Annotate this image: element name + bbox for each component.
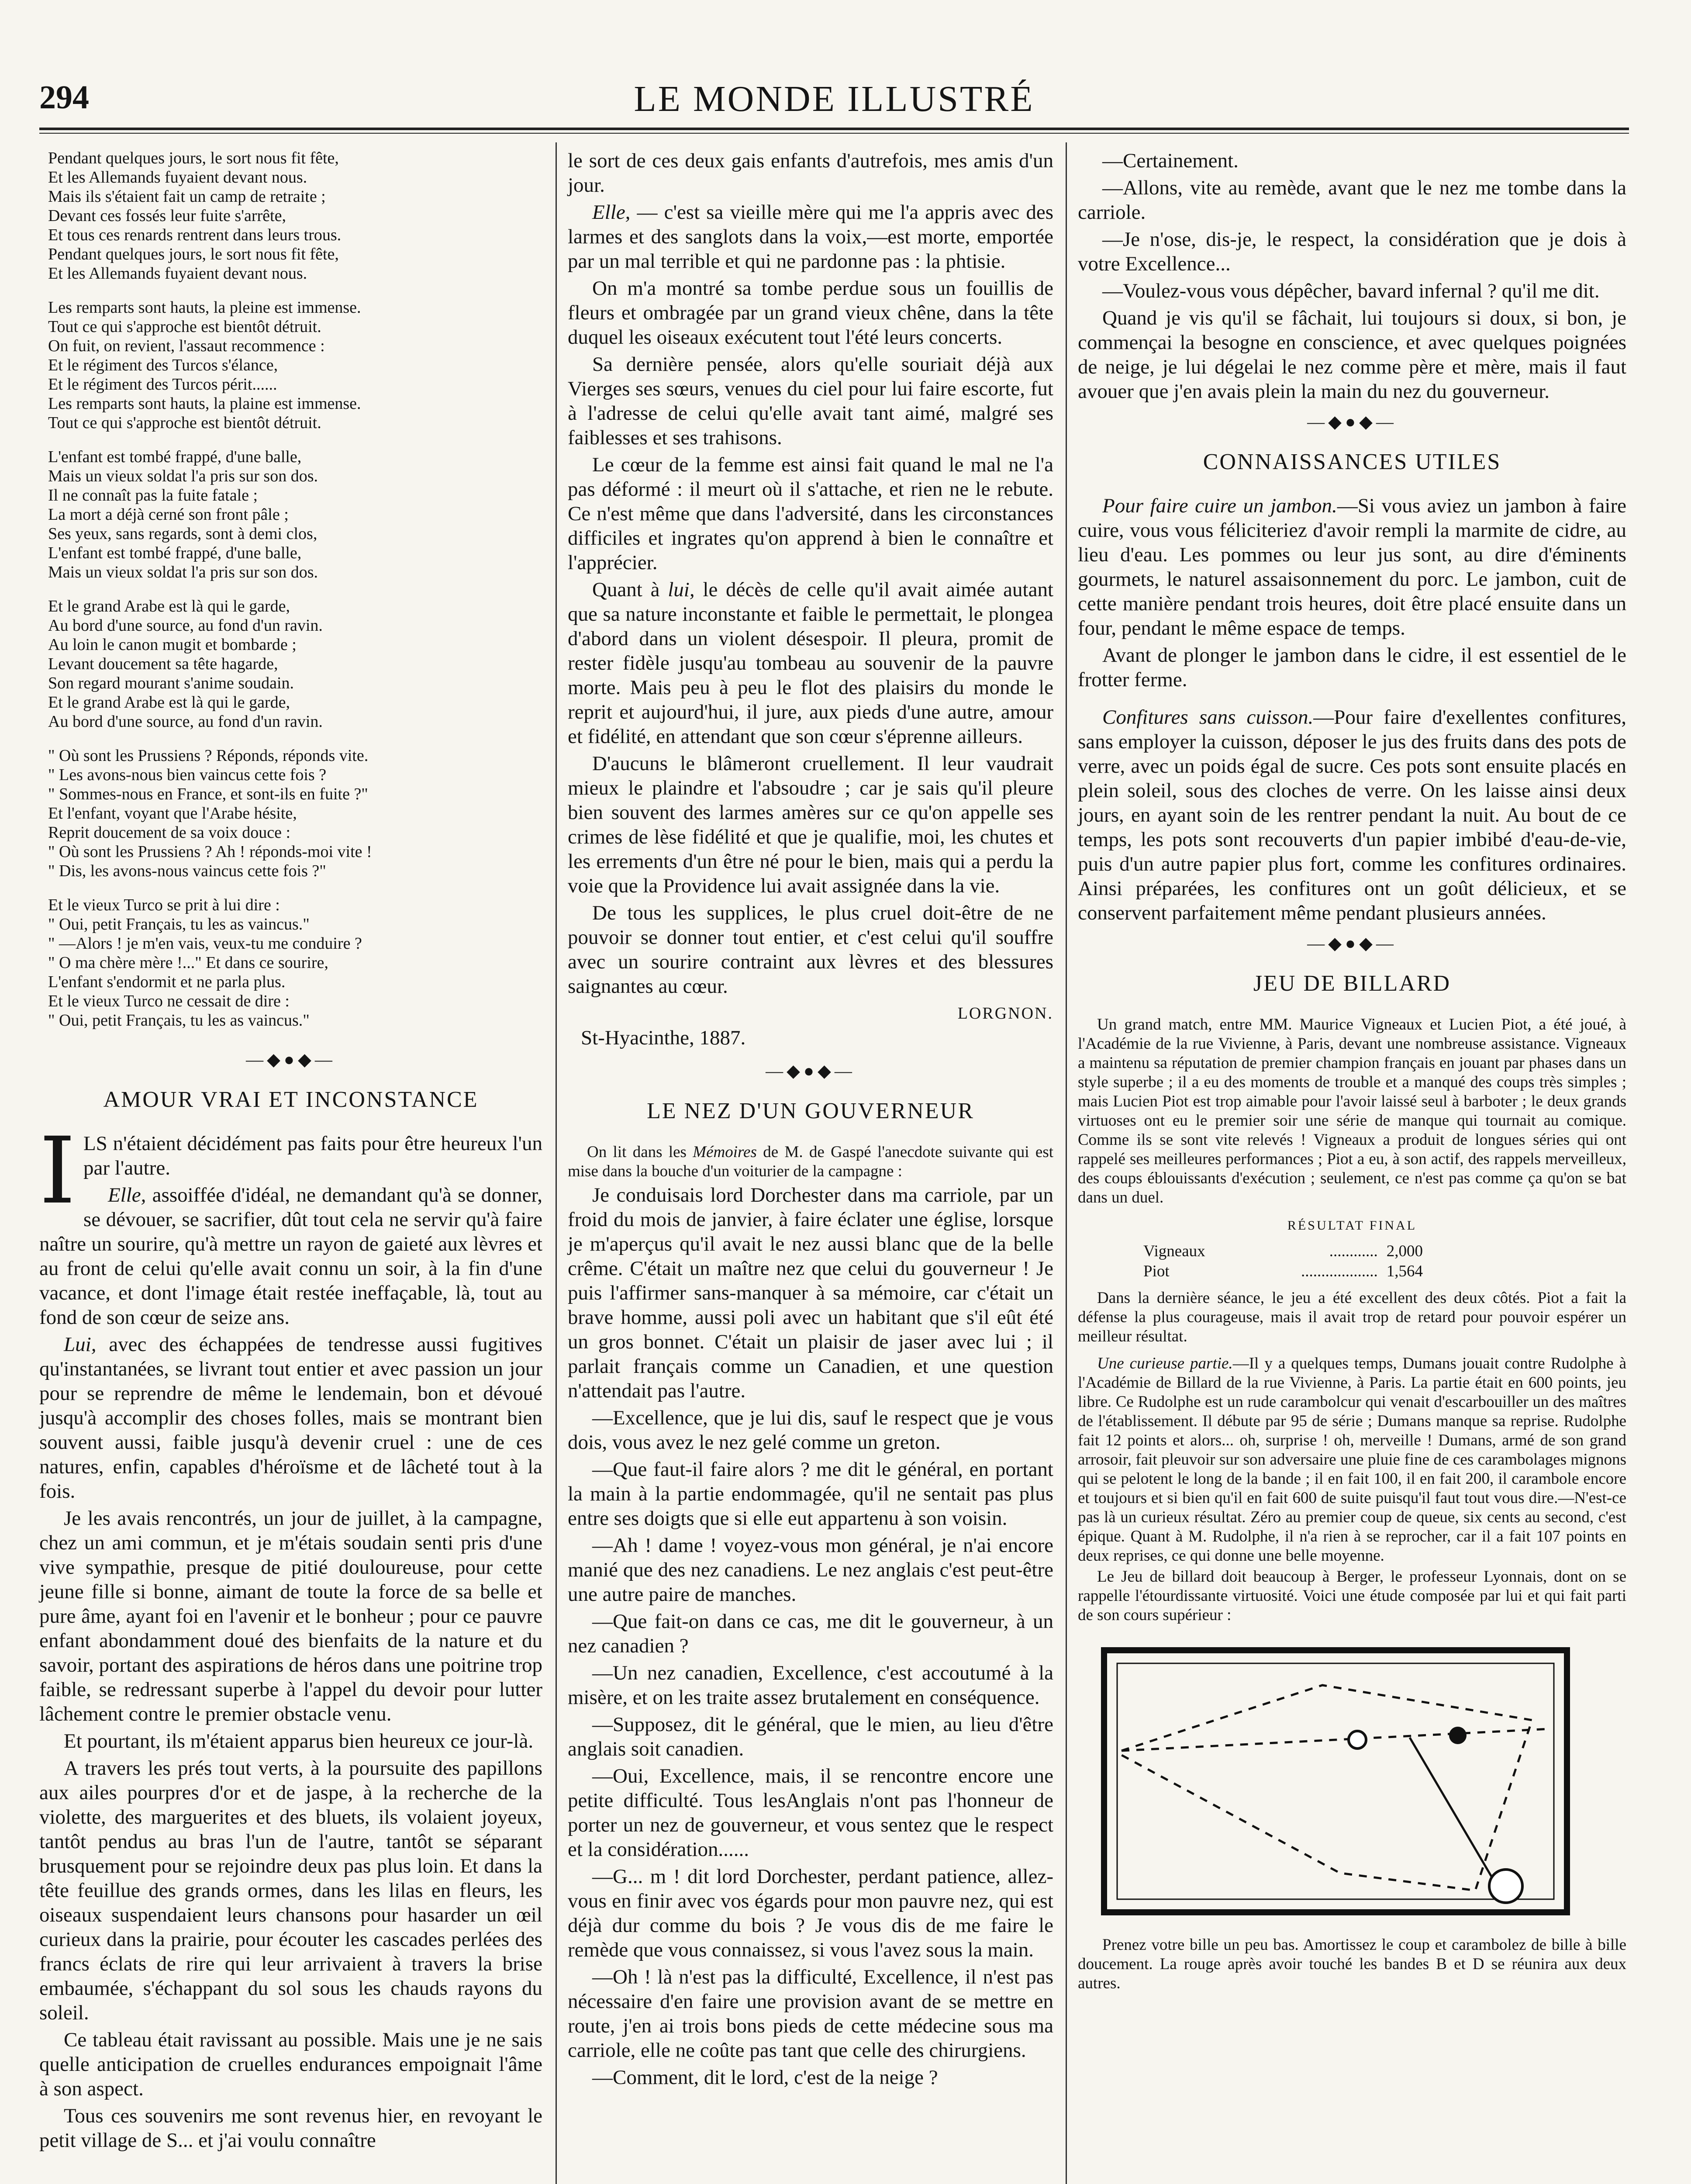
billard-article bbox=[1078, 1015, 1626, 1625]
dateline: St-Hyacinthe, 1887. bbox=[581, 1026, 746, 1049]
column-1 bbox=[39, 149, 542, 2155]
paragraph: Dans la dernière séance, le jeu a été excellent des deux côtés. Piot a fait la défense la plus courageuse, mais il avait trop de retard pour pouvoir espérer un meilleur résultat. bbox=[1078, 1289, 1626, 1345]
paragraph: —Que fait-on dans ce cas, me dit le gouverneur, à un nez canadien ? bbox=[568, 1610, 1053, 1657]
paragraph: Quant à lui, le décès de celle qu'il avait aimée autant que sa nature inconstante et faible le permettait, le plongea d'abord dans un violent désespoir. Il pleura, promit de rester fidèle jusqu'au tombeau au souvenir de la pauvre morte. Mais peu à peu le flot des plaisirs du monde le reprit et aujourd'hui, il jure, aux pieds d'une autre, amour et fidélité, en attendant que son cœur s'éprenne ailleurs. bbox=[568, 578, 1053, 748]
column-2 bbox=[568, 149, 1053, 2092]
table-rail bbox=[1117, 1663, 1554, 1899]
billiard-diagram bbox=[1095, 1641, 1576, 1921]
paragraph: —Oui, Excellence, mais, il se rencontre encore une petite difficulté. Tous lesAnglais n'ont pas l'honneur de porter un nez de gouverneur, et vous sentez que le respect et la considération...... bbox=[568, 1765, 1053, 1861]
cue-path bbox=[1122, 1729, 1550, 1751]
page-number: 294 bbox=[39, 79, 89, 116]
author-signature: LORGNON. bbox=[957, 1004, 1053, 1023]
paragraph: Quand je vis qu'il se fâchait, lui toujours si doux, si bon, je commençai la besogne en conscience, et avec quelques poignées de neige, je lui dégelai le nez comme père et mère, mais il faut avouer que j'en avais plein la main du nez du gouverneur. bbox=[1078, 307, 1626, 403]
paragraph: Ce tableau était ravissant au possible. Mais une je ne sais quelle anticipation de cruelles endurances empoignait l'âme à son aspect. bbox=[39, 2028, 542, 2100]
cue-ball bbox=[1349, 1731, 1366, 1749]
poem-stanza: Pendant quelques jours, le sort nous fit fête, Et les Allemands fuyaient devant nous. Mais ils s'étaient fait un camp de retraite ; Devant ces fossés leur fuite s'arrête, Et tous ces renards rentrent dans leurs trous. Pendant quelques jours, le sort nous fit fête, Et les Allemands fuyaient devant nous. bbox=[48, 149, 342, 283]
paragraph: —Comment, dit le lord, c'est de la neige ? bbox=[592, 2066, 938, 2089]
paragraph: Tous ces souvenirs me sont revenus hier, en revoyant le petit village de S... et j'ai voulu connaître bbox=[39, 2105, 542, 2152]
paragraph: —G... m ! dit lord Dorchester, perdant patience, allez-vous en finir avec vos égards pour mon pauvre nez, qui est déjà dur comme du bois ? Je vous dis de me faire le remède que vous connaissez, si vous l'avez sous la main. bbox=[568, 1865, 1053, 1961]
intro-note: On lit dans les Mémoires de M. de Gaspé l'anecdote suivante qui est mise dans la bouche d'un voiturier de la campagne : bbox=[568, 1143, 1054, 1180]
result-row: Piot ................... 1,564 bbox=[1143, 1262, 1423, 1280]
poem-stanza: Et le vieux Turco se prit à lui dire : " Oui, petit Français, tu les as vaincus." " —Alors ! je m'en vais, veux-tu me conduire ? " O ma chère mère !..." Et dans ce sourire, L'enfant s'endormit et ne parla plus. Et le vieux Turco ne cessait de dire : " Oui, petit Français, tu les as vaincus." bbox=[48, 896, 362, 1030]
column-3 bbox=[1078, 149, 1626, 1996]
red-ball bbox=[1449, 1727, 1467, 1744]
paragraph: D'aucuns le blâmeront cruellement. Il leur vaudrait mieux le plaindre et l'absoudre ; car je sais qu'il pleure bien souvent des larmes amères sur ce qu'on appelle ses crimes de lèse fidélité et que je qualifie, moi, les chutes et les errements d'un être né pour le bien, mais qui a perdu la voie que la Providence lui avait assignée dans la vie. bbox=[568, 752, 1053, 897]
paragraph: Un grand match, entre MM. Maurice Vigneaux et Lucien Piot, a été joué, à l'Académie de la rue Vivienne, à Paris, devant une nombreuse assistance. Vigneaux a maintenu sa réputation de premier champion français en jouant par phases dans un style superbe ; il a eu des moments de trouble et a manqué des coups très simples ; mais Lucien Piot est trop aimable pour l'avoir laissé seul à barboter ; le deux grands virtuoses ont eu le premier soir une série de manque qui tournait au comique. Comme ils se sont vite relevés ! Vigneaux a produit de longues séries qui ont rappelé ses meilleures performances ; Piot a eu, à son actif, des rappels merveilleux, des coups éblouissants d'exécution ; seulement, ce n'est pas comme ça qu'on se bat dans un duel. bbox=[1078, 1016, 1626, 1206]
paragraph: Elle, assoiffée d'idéal, ne demandant qu'à se donner, se dévouer, se sacrifier, dût tout cela ne servir qu'à faire naître un sourire, qu'à mettre un rayon de gaieté aux lèvres et au front de celui qu'elle avait connu un soir, à la fin d'une vacance, et dont l'image était restée ineffaçable, là, tout au fond de son cœur de seize ans. bbox=[39, 1184, 542, 1329]
paragraph: —Excellence, que je lui dis, sauf le respect que je vous dois, vous avez le nez gelé comme un greton. bbox=[568, 1406, 1053, 1454]
drop-cap-letter: I bbox=[39, 1117, 76, 1224]
masthead-title: LE MONDE ILLUSTRÉ bbox=[634, 79, 1035, 119]
paragraph: Je les avais rencontrés, un jour de juillet, à la campagne, chez un ami commun, et je m'étais soudain senti pris d'une vive sympathie, presque de pitié douloureuse, pour cette jeune fille si bonne, aimant de toute la force de sa belle et pure âme, ayant foi en l'avenir et le bonheur ; pour ce pauvre enfant abondamment doué des bienfaits de la nature et du savoir, portant des aspirations de héros dans une poitrine trop faible, se redressant superbe à l'appel du devoir pour lutter lâchement contre le premier obstacle venu. bbox=[39, 1507, 542, 1725]
poem-stanza: " Où sont les Prussiens ? Réponds, réponds vite. " Les avons-nous bien vaincus cette fois ? " Sommes-nous en France, et sont-ils en fuite ?" Et l'enfant, voyant que l'Arabe hésite, Reprit doucement de sa voix douce : " Où sont les Prussiens ? Ah ! réponds-moi vite ! " Dis, les avons-nous vaincus cette fois ?" bbox=[48, 746, 372, 880]
section-title-connaissances: CONNAISSANCES UTILES bbox=[1203, 449, 1501, 474]
paragraph: —Ah ! dame ! voyez-vous mon général, je n'ai encore manié que des nez canadiens. Le nez anglais c'est peut-être une autre paire de manches. bbox=[568, 1534, 1053, 1606]
paragraph: le sort de ces deux gais enfants d'autrefois, mes amis d'un jour. bbox=[568, 149, 1053, 197]
section-title-billard: JEU DE BILLARD bbox=[1253, 971, 1451, 996]
paragraph: Pour faire cuire un jambon.—Si vous aviez un jambon à faire cuire, vous vous féliciteriez d'avoir rempli la marmite de cidre, au lieu d'eau. Les pommes ou leur jus sont, au dire d'éminents gourmets, le naturel assaisonnement du porc. Le jambon, cuit de cette manière pendant trois heures, doit être placé ensuite dans un four, pendant le même espace de temps. bbox=[1078, 494, 1626, 639]
result-heading: RÉSULTAT FINAL bbox=[1287, 1218, 1417, 1233]
result-row: Vigneaux ............ 2,000 bbox=[1143, 1242, 1423, 1260]
paragraph: A travers les prés tout verts, à la poursuite des papillons aux ailes pourpres d'or et de jaspe, à la recherche de la violette, des marguerites et des bluets, ils volaient joyeux, tantôt pendus au bras l'un de l'autre, tantôt se séparant brusquement pour se rejoindre deux pas plus loin. Et dans la tête feuillue des grands ormes, dans les lilas en fleurs, les oiseaux suspendaient leurs chansons pour hasarder un œil curieux dans la prairie, pour écouter les cascades perlées des francs éclats de rire qui leur arrivaient à travers la brise embaumée, s'échappant du sol sous les chauds rayons du soleil. bbox=[39, 1757, 542, 2024]
paragraph: Une curieuse partie.—Il y a quelques temps, Dumans jouait contre Rudolphe à l'Académie de Billard de la rue Vivienne, à Paris. La partie était en 600 points, jeu libre. Ce Rudolphe est un rude carambolcur qui venait d'escarbouiller un des maîtres de l'établissement. Il débute par 95 de série ; Dumans manque sa reprise. Rudolphe fait 12 points et alors... oh, surprise ! oh, merveille ! Dumans, armé de son grand arrosoir, fait pleuvoir sur son adversaire une pluie fine de ces carambolages mignons qui se pelotent le long de la bande ; il en fait 100, il en fait 200, il carambole encore et toujours et si bien qu'il en fait 600 de suite puisqu'il faut tout vous dire.—N'est-ce pas là un curieux résultat. Zéro au premier coup de queue, six cents au second, c'est épique. Quant à M. Rudolphe, il n'a rien à se reprocher, car il a fait 107 points en deux reprises, ce qui donne une belle moyenne. bbox=[1078, 1355, 1626, 1565]
ornament-divider: —◆●◆— bbox=[1307, 412, 1397, 432]
ornament-divider: —◆●◆— bbox=[246, 1050, 336, 1069]
cue-stick-line bbox=[1410, 1738, 1497, 1886]
poem-stanza: Et le grand Arabe est là qui le garde, Au bord d'une source, au fond d'un ravin. Au loin le canon mugit et bombarde ; Levant doucement sa tête hagarde, Son regard mourant s'anime soudain. Et le grand Arabe est là qui le garde, Au bord d'une source, au fond d'un ravin. bbox=[48, 597, 323, 731]
paragraph: —Allons, vite au remède, avant que le nez me tombe dans la carriole. bbox=[1078, 176, 1626, 224]
poem-stanza: L'enfant est tombé frappé, d'une balle, Mais un vieux soldat l'a pris sur son dos. Il ne connaît pas la fuite fatale ; La mort a déjà cerné son front pâle ; Ses yeux, sans regards, sont à demi clos, L'enfant est tombé frappé, d'une balle, Mais un vieux soldat l'a pris sur son dos. bbox=[48, 448, 318, 581]
ornament-divider: —◆●◆— bbox=[766, 1061, 856, 1081]
header-rule bbox=[39, 128, 1629, 134]
paragraph: —Voulez-vous vous dépêcher, bavard infernal ? qu'il me dit. bbox=[1102, 280, 1600, 302]
paragraph: —Que faut-il faire alors ? me dit le général, en portant la main à la partie endommagée, qu'il ne sentait pas plus entre ses doigts que si elle eut appartenu à son voisin. bbox=[568, 1458, 1053, 1530]
section-title-amour: AMOUR VRAI ET INCONSTANCE bbox=[103, 1087, 479, 1112]
paragraph: —Un nez canadien, Excellence, c'est accoutumé à la misère, et on les traite assez brutalement en conséquence. bbox=[568, 1662, 1053, 1709]
column-divider-2 bbox=[1066, 142, 1067, 2184]
paragraph: —Certainement. bbox=[1102, 149, 1239, 172]
object-ball bbox=[1489, 1870, 1522, 1903]
paragraph: —Oh ! là n'est pas la difficulté, Excellence, il n'est pas nécessaire d'en faire une provision avant de se mettre en route, j'en ai trois bons pieds de cette médecine sous ma carriole, elle ne coûte pas tant que celle des chirurgiens. bbox=[568, 1966, 1053, 2062]
diagram-caption: Prenez votre bille un peu bas. Amortissez le coup et carambolez de bille à bille doucement. La rouge après avoir touché les bandes B et D se réunira aux deux autres. bbox=[1078, 1936, 1626, 1992]
paragraph: Elle, — c'est sa vieille mère qui me l'a appris avec des larmes et des sanglots dans la voix,—est morte, emportée par un mal terrible et qui ne pardonne pas : la phtisie. bbox=[568, 201, 1053, 273]
paragraph: On m'a montré sa tombe perdue sous un fouillis de fleurs et ombragée par un grand vieux chêne, dans la tête duquel les oiseaux exécutent tout l'été leurs concerts. bbox=[568, 277, 1053, 349]
paragraph: —Supposez, dit le général, que le mien, au lieu d'être anglais soit canadien. bbox=[568, 1713, 1053, 1760]
paragraph: Sa dernière pensée, alors qu'elle souriait déjà aux Vierges ses sœurs, venues du ciel pour lui faire escorte, fut à l'adresse de celui qu'elle avait tant aimé, malgré ses faiblesses et ses trahisons. bbox=[568, 353, 1053, 449]
paragraph: —Je n'ose, dis-je, le respect, la considération que je dois à votre Excellence... bbox=[1078, 228, 1626, 275]
poem-stanza: Les remparts sont hauts, la pleine est immense. Tout ce qui s'approche est bientôt détruit. On fuit, on revient, l'assaut recommence : Et le régiment des Turcos s'élance, Et le régiment des Turcos périt...... Les remparts sont hauts, la plaine est immense. Tout ce qui s'approche est bientôt détruit. bbox=[48, 298, 361, 432]
paragraph: ILS n'étaient décidément pas faits pour être heureux l'un par l'autre. bbox=[39, 1117, 542, 1224]
page-header bbox=[39, 73, 1629, 121]
ball-path bbox=[1122, 1685, 1532, 1890]
paragraph: Et pourtant, ils m'étaient apparus bien heureux ce jour-là. bbox=[64, 1730, 534, 1752]
paragraph: Le cœur de la femme est ainsi fait quand le mal ne l'a pas déformé : il meurt où il s'attache, et rien ne le rebute. Ce n'est même que dans l'adversité, dans les circonstances difficiles et ingrates qu'on apprend à bien le connaître et l'apprécier. bbox=[568, 453, 1053, 574]
column-divider-1 bbox=[556, 142, 557, 2184]
paragraph: De tous les supplices, le plus cruel doit-être de ne pouvoir se donner tout entier, et c'est celui qu'il souffre avec un sourire contraint aux lèvres et des blessures saignantes au cœur. bbox=[568, 902, 1053, 998]
section-title-nez: LE NEZ D'UN GOUVERNEUR bbox=[647, 1099, 974, 1123]
paragraph: Lui, avec des échappées de tendresse aussi fugitives qu'instantanées, se livrant tout entier et avec passion un jour pour se reprendre de même le lendemain, bon et dévoué jusqu'à accomplir des choses folles, mais se montrant bien souvent aussi, faible jusqu'à devenir cruel : une de ces natures, enfin, capables d'héroïsme et de lâcheté tout à la fois. bbox=[39, 1333, 542, 1503]
paragraph: Le Jeu de billard doit beaucoup à Berger, le professeur Lyonnais, dont on se rappelle l'étourdissante virtuosité. Voici une étude composée par lui et qui fait parti de son cours supérieur : bbox=[1078, 1568, 1626, 1624]
paragraph: Avant de plonger le jambon dans le cidre, il est essentiel de le frotter ferme. bbox=[1078, 644, 1626, 691]
paragraph: Confitures sans cuisson.—Pour faire d'exellentes confitures, sans employer la cuisson, déposer le jus des fruits dans des pots de verre, avec un poids égal de sucre. Ces pots sont ensuite placés en plein soleil, sous des cloches de verre. On les laisse ainsi deux jours, en ayant soin de les rentrer pendant la nuit. Au bout de ce temps, les pots sont recouverts d'un papier imbibé d'eau-de-vie, puis d'un autre papier plus fort, comme les confitures ordinaires. Ainsi préparées, les confitures ont un goût délicieux, et se conservent parfaitement même pendant plusieurs années. bbox=[1078, 706, 1626, 924]
paragraph: Je conduisais lord Dorchester dans ma carriole, par un froid du mois de janvier, à faire éclater une église, lorsque je m'aperçus qu'il avait le nez aussi blanc que de la belle crême. C'était un maître nez que celui du gouverneur ! Je puis l'affirmer sans-manquer à sa mémoire, car c'était un brave homme, aussi poli avec un habitant que s'il eût été un gros bonnet. C'était un plaisir de jaser avec lui ; il parlait français comme un Canadien, et une question n'attendait pas l'autre. bbox=[568, 1184, 1053, 1402]
ornament-divider: —◆●◆— bbox=[1307, 933, 1397, 953]
